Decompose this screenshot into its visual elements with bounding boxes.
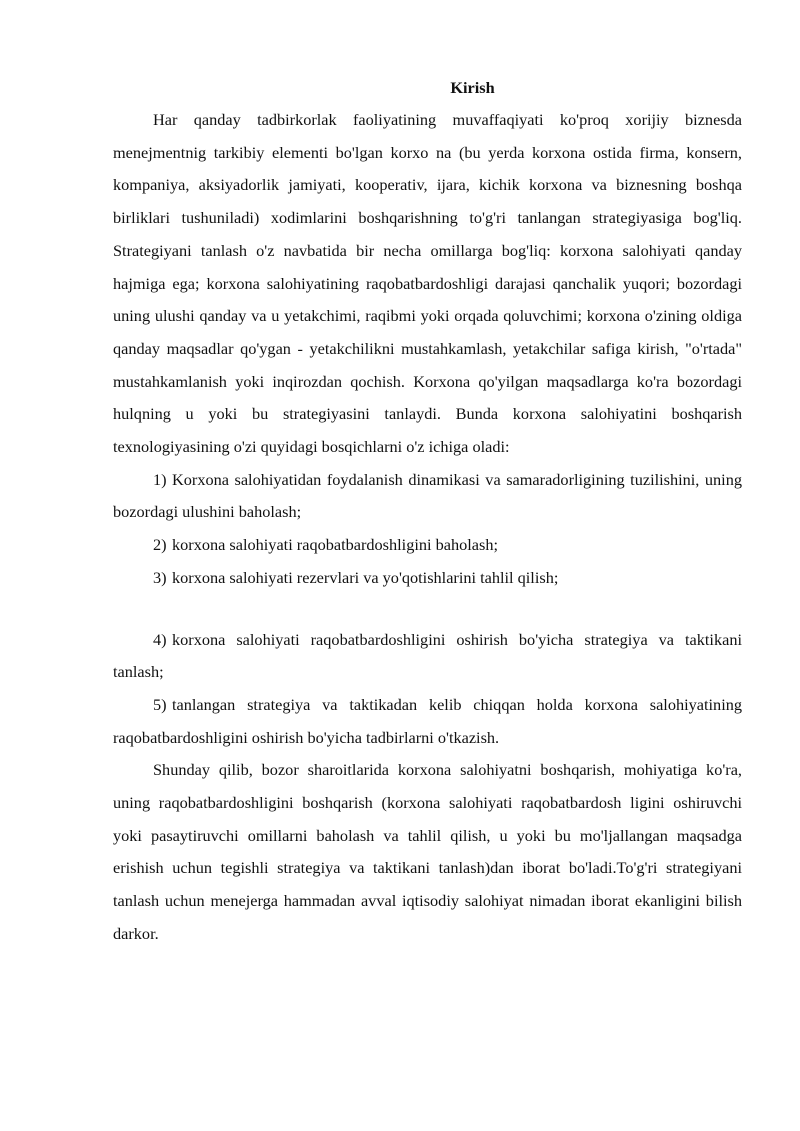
- list-item: [113, 689, 742, 754]
- list-item: [113, 529, 742, 562]
- list-item: [113, 624, 742, 689]
- list-item-number: 5): [153, 694, 167, 714]
- list-item: [113, 464, 742, 529]
- conclusion-paragraph: Shunday qilib, bozor sharoitlarida korxona salohiyatni boshqarish, mohiyatiga ko'ra, uning raqobatbardoshligini boshqarish (korxona salohiyati raqobatbardosh ligini oshiruvchi yoki pasaytiruvchi omillarni baholash va tahlil qilish, u yoki bu mo'ljallangan maqsadga erishish uchun tegishli strategiya va taktikani tanlash)dan iborat bo'ladi.To'g'ri strategiyani tanlash uchun menejerga hammadan avval iqtisodiy salohiyat nimadan iborat ekanligini bilish darkor.: [113, 760, 742, 943]
- list-item-number: 3): [153, 567, 167, 587]
- list-item-number: 1): [153, 469, 167, 489]
- list-item-number: 2): [153, 535, 167, 555]
- blank-line: [113, 595, 742, 624]
- list-item-text: korxona salohiyati raqobatbardoshligini baholash;: [172, 535, 499, 555]
- page-title: Kirish: [450, 78, 495, 97]
- list-item: [113, 562, 742, 595]
- list-item-text: tanlangan strategiya va taktikadan kelib chiqqan holda korxona salohiyatining raqobatbardoshligini oshirish bo'yicha tadbirlarni o'tkazish.: [113, 694, 742, 747]
- list-item-text: korxona salohiyati rezervlari va yo'qotishlarini tahlil qilish;: [172, 567, 559, 587]
- list-item-text: korxona salohiyati raqobatbardoshligini oshirish bo'yicha strategiya va taktikani tanlash;: [113, 629, 742, 682]
- list-item-number: 4): [153, 629, 167, 649]
- document-page: [113, 72, 742, 951]
- list-item-text: Korxona salohiyatidan foydalanish dinamikasi va samaradorligining tuzilishini, uning bozordagi ulushini baholash;: [113, 469, 742, 522]
- intro-paragraph: Har qanday tadbirkorlak faoliyatining muvaffaqiyati ko'proq xorijiy biznesda menejmentnig tarkibiy elementi bo'lgan korxo na (bu yerda korxona ostida firma, konsern, kompaniya, aksiyadorlik jamiyati, kooperativ, ijara, kichik korxona va biznesning boshqa birliklari tushuniladi) xodimlarini boshqarishning to'g'ri tanlangan strategiyasiga bog'liq. Strategiyani tanlash o'z navbatida bir necha omillarga bog'liq: korxona salohiyati qanday hajmiga ega; korxona salohiyatining raqobatbardoshligi darajasi qanchalik yuqori; bozordagi uning ulushi qanday va u yetakchimi, raqibmi yoki orqada qoluvchimi; korxona o'zining oldiga qanday maqsadlar qo'ygan - yetakchilikni mustahkamlash, yetakchilar safiga kirish, "o'rtada" mustahkamlanish yoki inqirozdan qochish. Korxona qo'yilgan maqsadlarga ko'ra bozordagi hulqning u yoki bu strategiyasini tanlaydi. Bunda korxona salohiyatini boshqarish texnologiyasining o'zi quyidagi bosqichlarni o'z ichiga oladi:: [113, 110, 742, 457]
